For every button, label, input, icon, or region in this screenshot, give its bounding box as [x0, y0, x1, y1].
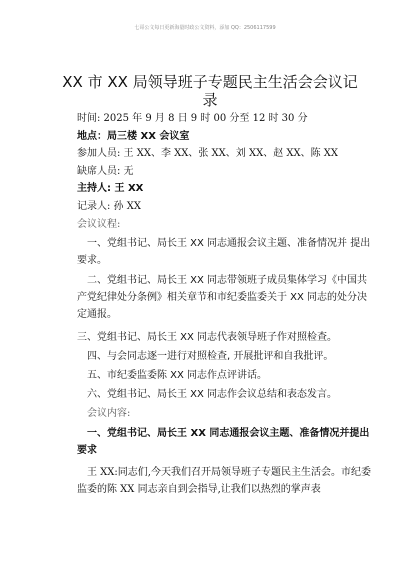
agenda-item-4: 四、与会同志逐一进行对照检查, 开展批评和自我批评。: [87, 351, 334, 362]
header-watermark: 七哥公文每日更新海量时政公文资料，添加 QQ：2506117599: [134, 25, 276, 31]
speech-paragraph: 王 XX:同志们,今天我们召开局领导班子专题民主生活会。市纪委监委的陈 XX 同志亲自到会指导,让我们以热烈的掌声表: [77, 467, 371, 495]
agenda-item-6: 六、党组书记、局长王 XX 同志作会议总结和表态发言。: [87, 389, 338, 400]
meeting-location: 地点：局三楼 XX 会议室: [77, 131, 190, 142]
meeting-time: 时间: 2025 年 9 月 8 日 9 时 00 分至 12 时 30 分: [77, 113, 308, 124]
content-item-1: 一、党组书记、局长王 XX 同志通报会议主题、准备情况并提出要求: [77, 428, 370, 456]
meeting-absent: 缺席人员: 无: [77, 166, 134, 177]
document-title: XX 市 XX 局领导班子专题民主生活会会议记录: [62, 73, 358, 109]
meeting-recorder: 记录人: 孙 XX: [77, 201, 141, 212]
meeting-host: 主持人: 王 XX: [77, 183, 144, 194]
agenda-item-1: 一、党组书记、局长王 XX 同志通报会议主题、准备情况并 提出要求。: [77, 238, 371, 266]
meeting-attendees: 参加人员: 王 XX、李 XX、张 XX、刘 XX、赵 XX、陈 XX: [77, 148, 339, 159]
agenda-item-3: 三、党组书记、局长王 XX 同志代表领导班子作对照检查。: [77, 332, 338, 343]
agenda-item-5: 五、市纪委监委陈 XX 同志作点评讲话。: [87, 370, 268, 381]
agenda-item-2: 二、党组书记、局长王 XX 同志带领班子成员集体学习《中国共产党纪律处分条例》相关章节和市纪委监委关于 XX 同志的处分决定通报。: [77, 275, 368, 320]
content-heading: 会议内容:: [87, 408, 131, 419]
agenda-heading: 会议议程:: [77, 219, 121, 230]
